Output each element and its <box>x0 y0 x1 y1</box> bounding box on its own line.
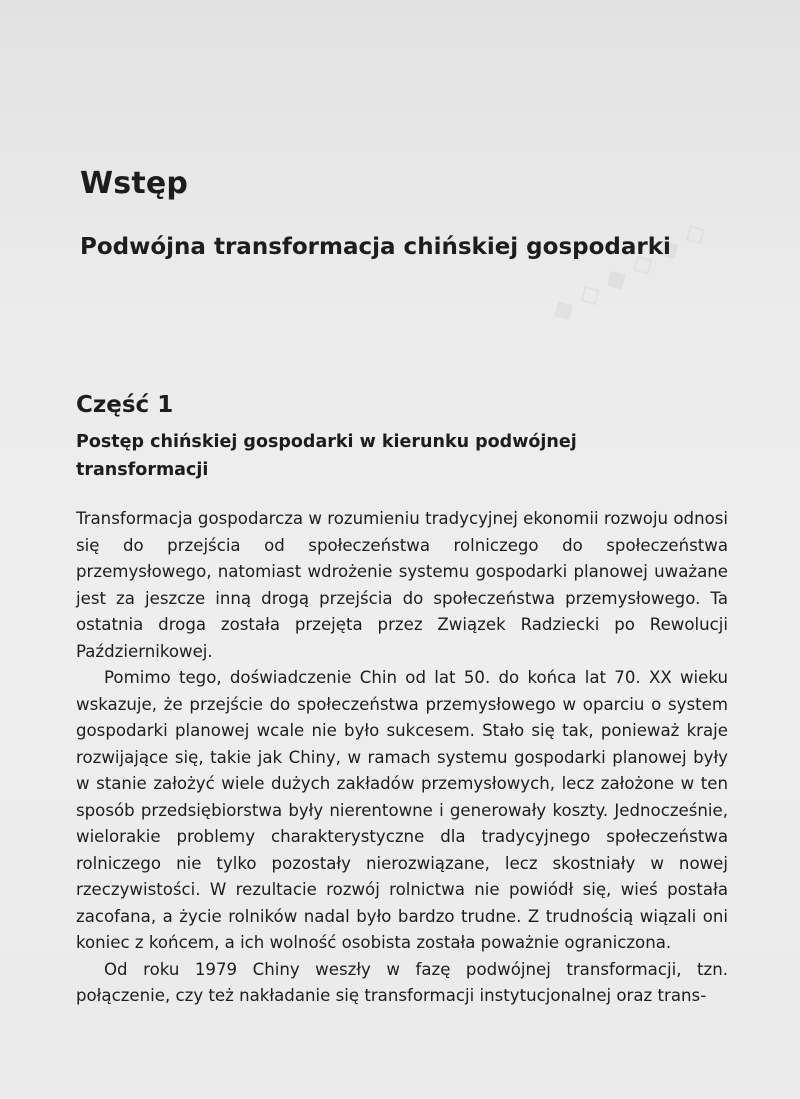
body-text <box>76 506 728 1010</box>
paragraph: Pomimo tego, doświadczenie Chin od lat 50. do końca lat 70. XX wieku wskazuje, że przejście do społeczeństwa przemysłowego w oparciu o system gospodarki planowej wcale nie było sukcesem. Stało się tak, ponieważ kraje rozwijające się, takie jak Chiny, w ramach systemu gospodarki planowej były w stanie założyć wiele dużych zakładów przemysłowych, lecz założone w ten sposób przedsiębiorstwa były nierentowne i generowały koszty. Jednocześnie, wielorakie problemy charakterystyczne dla tradycyjnego społeczeństwa rolniczego nie tylko pozostały nierozwiązane, lecz skostniały w nowej rzeczywistości. W rezultacie rozwój rolnictwa nie powiódł się, wieś postała zacofana, a życie rolników nadal było bardzo trudne. Z trudnością wiązali oni koniec z końcem, a ich wolność osobista została poważnie ograniczona. <box>76 668 728 952</box>
part-subtitle: Postęp chińskiej gospodarki w kierunku podwójnej transformacji <box>76 432 577 480</box>
paragraph: Transformacja gospodarcza w rozumieniu tradycyjnej ekonomii rozwoju odnosi się do przejścia od społeczeństwa rolniczego do społeczeństwa przemysłowego, natomiast wdrożenie systemu gospodarki planowej uważane jest za jeszcze inną drogą przejścia do społeczeństwa przemysłowego. Ta ostatnia droga została przejęta przez Związek Radziecki po Rewolucji Październikowej. <box>76 509 728 661</box>
watermark: ◆ ◇ ◆ ◇ ◆ ◇ <box>545 213 712 329</box>
part-title: Część 1 <box>76 392 174 418</box>
chapter-title: Wstęp <box>80 166 189 201</box>
chapter-subtitle: Podwójna transformacja chińskiej gospodarki <box>80 234 671 260</box>
paragraph: Od roku 1979 Chiny weszły w fazę podwójnej transformacji, tzn. połączenie, czy też nakładanie się transformacji instytucjonalnej oraz trans- <box>76 959 728 1005</box>
